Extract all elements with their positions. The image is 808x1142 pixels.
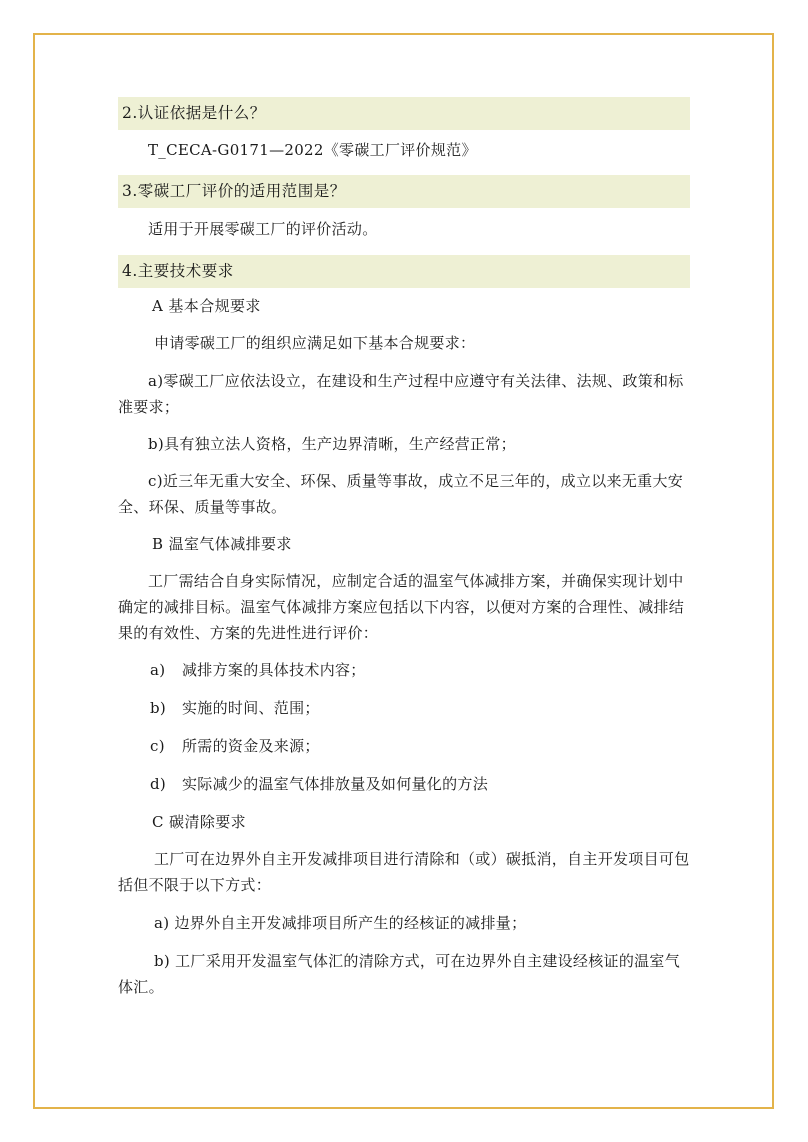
list-item-label: b)	[150, 699, 167, 717]
list-item	[118, 695, 690, 721]
paragraph-a-c: c)近三年无重大安全、环保、质量等事故，成立不足三年的，成立以来无重大安全、环保、质量等事故。	[118, 472, 684, 516]
list-item-text: 实施的时间、范围；	[182, 699, 320, 717]
list-item-text: 减排方案的具体技术内容；	[182, 661, 366, 679]
heading-q3: 3.零碳工厂评价的适用范围是？	[118, 175, 690, 208]
list-item-text: 所需的资金及来源；	[182, 737, 320, 755]
paragraph-standard: T_CECA-G0171—2022《零碳工厂评价规范》	[148, 141, 477, 159]
paragraph-a-b: b)具有独立法人资格，生产边界清晰，生产经营正常；	[148, 435, 516, 453]
list-item-label: a)	[150, 661, 166, 679]
paragraph-c-a: a) 边界外自主开发减排项目所产生的经核证的减排量；	[154, 914, 527, 932]
list-item	[118, 771, 690, 797]
paragraph-b-intro: 工厂需结合自身实际情况，应制定合适的温室气体减排方案，并确保实现计划中确定的减排目标。温室气体减排方案应包括以下内容，以便对方案的合理性、减排结果的有效性、方案的先进性进行评价：	[118, 572, 685, 642]
subheading-a: A 基本合规要求	[152, 297, 261, 315]
list-b-items	[118, 657, 690, 797]
document-body	[118, 97, 690, 1000]
heading-q2: 2.认证依据是什么？	[118, 97, 690, 130]
paragraph-c-b: b) 工厂采用开发温室气体汇的清除方式，可在边界外自主建设经核证的温室气体汇。	[118, 952, 681, 996]
subheading-b: B 温室气体减排要求	[152, 535, 292, 553]
paragraph-c-intro: 工厂可在边界外自主开发减排项目进行清除和（或）碳抵消，自主开发项目可包括但不限于以下方式：	[118, 850, 690, 894]
paragraph-scope: 适用于开展零碳工厂的评价活动。	[148, 220, 378, 238]
paragraph-a-intro: 申请零碳工厂的组织应满足如下基本合规要求：	[154, 334, 476, 352]
list-item	[118, 733, 690, 759]
heading-q4: 4.主要技术要求	[118, 255, 690, 288]
paragraph-a-a: a)零碳工厂应依法设立，在建设和生产过程中应遵守有关法律、法规、政策和标准要求；	[118, 372, 684, 416]
list-item-label: c)	[150, 737, 165, 755]
list-item-label: d)	[150, 775, 167, 793]
subheading-c: C 碳清除要求	[152, 813, 247, 831]
list-item	[118, 657, 690, 683]
list-item-text: 实际减少的温室气体排放量及如何量化的方法	[182, 775, 489, 793]
